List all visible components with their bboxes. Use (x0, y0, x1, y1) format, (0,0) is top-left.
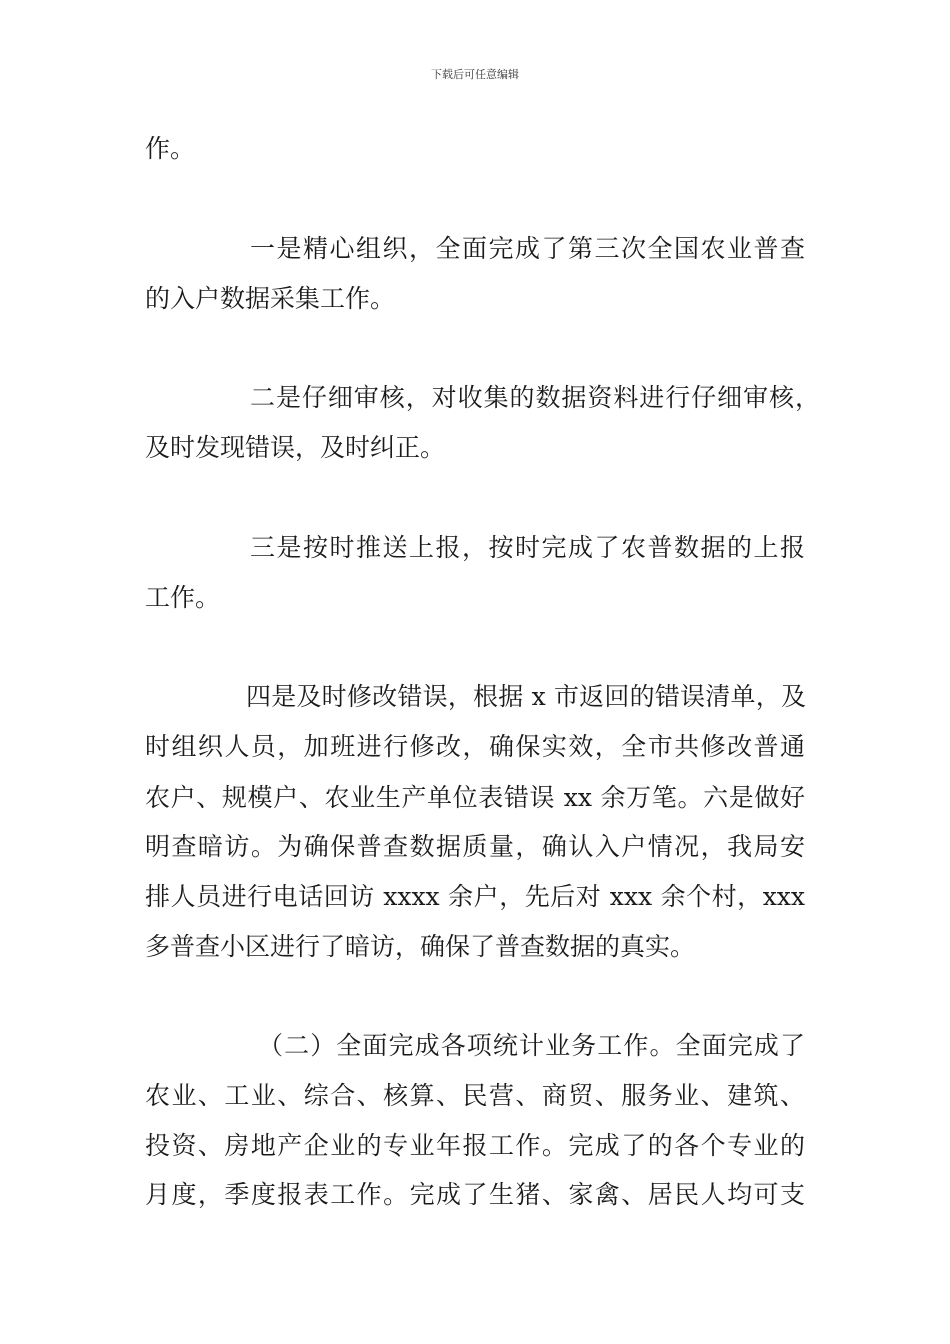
paragraph-3-line-1: 三是按时推送上报，按时完成了农普数据的上报 (250, 533, 805, 562)
paragraph-5-line-3: 投资、房地产企业的专业年报工作。完成了的各个专业的 (145, 1131, 805, 1160)
paragraph-4-line-2: 时组织人员，加班进行修改，确保实效，全市共修改普通 (145, 732, 805, 761)
continuation-line: 作。 (145, 134, 196, 163)
paragraph-1-line-2: 的入户数据采集工作。 (145, 284, 396, 313)
paragraph-1-line-1: 一是精心组织，全面完成了第三次全国农业普查 (250, 234, 805, 263)
paragraph-5-line-2: 农业、工业、综合、核算、民营、商贸、服务业、建筑、 (145, 1081, 805, 1110)
paragraph-5-line-1: （二）全面完成各项统计业务工作。全面完成了 (258, 1031, 805, 1060)
paragraph-3-line-2: 工作。 (145, 583, 221, 612)
paragraph-2-line-1: 二是仔细审核，对收集的数据资料进行仔细审核， (250, 383, 820, 412)
page-header: 下载后可任意编辑 (431, 68, 519, 81)
paragraph-4-line-3: 农户、规模户、农业生产单位表错误 xx 余万笔。六是做好 (145, 783, 805, 812)
paragraph-2-line-2: 及时发现错误，及时纠正。 (145, 433, 446, 462)
paragraph-4-line-5: 排人员进行电话回访 xxxx 余户，先后对 xxx 余个村，xxx (145, 882, 805, 911)
paragraph-4-line-4: 明查暗访。为确保普查数据质量，确认入户情况，我局安 (145, 832, 805, 861)
paragraph-5-line-4: 月度，季度报表工作。完成了生猪、家禽、居民人均可支 (145, 1180, 805, 1209)
paragraph-4-line-1: 四是及时修改错误，根据 x 市返回的错误清单，及 (246, 682, 806, 711)
paragraph-4-line-6: 多普查小区进行了暗访，确保了普查数据的真实。 (145, 932, 696, 961)
